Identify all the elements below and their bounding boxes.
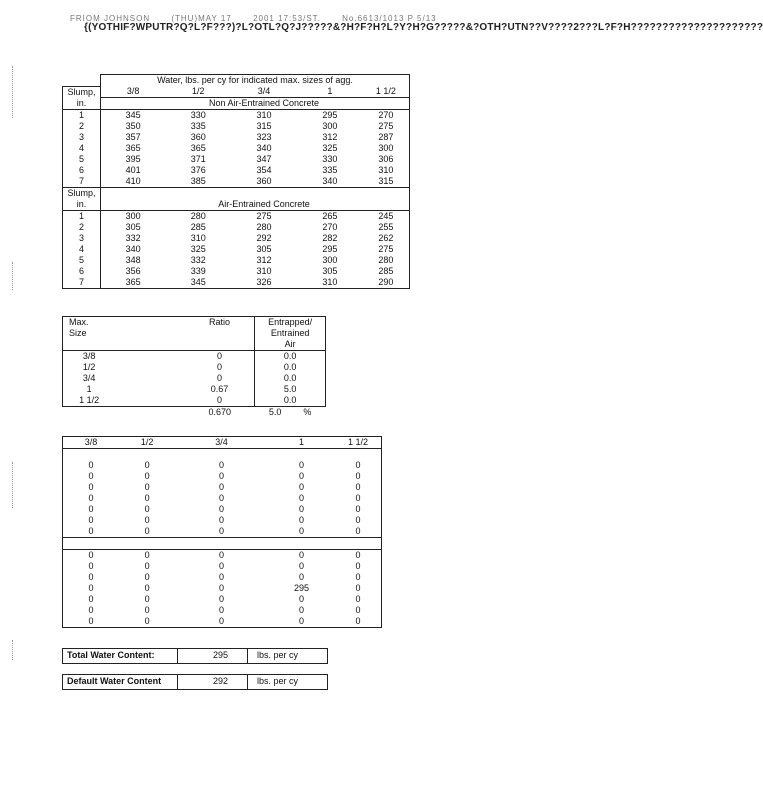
air-header: Entrained — [255, 328, 326, 339]
margin-mark — [12, 262, 14, 290]
table-row: 4 340 325 305 295 275 — [63, 244, 410, 255]
table-row: 0 0 0 0 0 — [63, 493, 382, 504]
margin-mark — [12, 640, 14, 660]
fax-header-date: (THU)MAY 17 — [171, 14, 232, 23]
table-row: 0 0 0 0 0 — [63, 460, 382, 471]
fax-header-time: 2001 17:53/ST. — [253, 14, 321, 23]
default-water-label: Default Water Content — [67, 676, 162, 686]
table-caption: Water, lbs. per cy for indicated max. sizes of agg. — [100, 75, 409, 87]
table-row: 3 357 360 323 312 287 — [63, 132, 410, 143]
size-header: 3/4 — [231, 86, 297, 98]
table-row: 0 0 0 0 0 — [63, 605, 382, 616]
size-header: 3/4 — [175, 437, 268, 449]
air-header: Air — [255, 339, 326, 351]
table-row: 0 0 0 0 0 — [63, 572, 382, 583]
table-row: 5 395 371 347 330 306 — [63, 154, 410, 165]
table-row: 1/2 0 0.0 — [63, 362, 326, 373]
table-row: 6 401 376 354 335 310 — [63, 165, 410, 176]
table-row: 1 300 280 275 265 245 — [63, 211, 410, 223]
fax-header-from: FRIOM JOHNSON — [70, 14, 151, 23]
table-row: 0 0 0 0 0 — [63, 471, 382, 482]
total-water-unit: lbs. per cy — [257, 650, 299, 660]
default-water-value: 292 — [213, 676, 229, 686]
table-row: 1 345 330 310 295 270 — [63, 110, 410, 122]
slump-header: Slump, — [63, 188, 101, 200]
table-row: 3/4 0 0.0 — [63, 373, 326, 384]
size-header: 1/2 — [119, 437, 175, 449]
table-row: 3/8 0 0.0 — [63, 351, 326, 363]
slump-header: Slump, — [63, 86, 101, 98]
table-row: 0 0 0 0 0 — [63, 616, 382, 628]
table-row: 0 0 0 0 0 — [63, 561, 382, 572]
total-water-value: 295 — [213, 650, 229, 660]
size-header: 1 — [268, 437, 335, 449]
slump-unit: in. — [63, 98, 101, 110]
table-row: 7 365 345 326 310 290 — [63, 277, 410, 289]
max-size-header: Size — [63, 328, 116, 339]
table-row: 1 1/2 0 0.0 — [63, 395, 326, 407]
water-requirement-table — [62, 74, 410, 289]
group-label-non-air: Non Air-Entrained Concrete — [165, 98, 362, 110]
table-row: 1 0.67 5.0 — [63, 384, 326, 395]
total-water-box — [62, 648, 328, 664]
size-header: 3/8 — [100, 86, 165, 98]
size-header: 1 1/2 — [363, 86, 410, 98]
table-row: 0 0 0 0 0 — [63, 526, 382, 538]
garbled-header: {(YOTHIF?WPUTR?Q?L?F???)?L?OTL?Q?J?????&?H?F?H?L?Y?H?G?????&?OTH?UTN??V????2???L?F?H????????????????????? — [84, 22, 763, 33]
table-row: 0 0 0 295 0 — [63, 583, 382, 594]
table-row: 7 410 385 360 340 315 — [63, 176, 410, 188]
total-air: 5.0 % — [268, 407, 312, 417]
size-header: 1/2 — [165, 86, 231, 98]
slump-unit: in. — [63, 199, 101, 211]
size-header: 3/8 — [63, 437, 120, 449]
total-water-label: Total Water Content: — [67, 650, 155, 660]
default-water-box — [62, 674, 328, 690]
table-row: 3 332 310 292 282 262 — [63, 233, 410, 244]
percent-sign: % — [303, 407, 312, 417]
table-row: 0 0 0 0 0 — [63, 504, 382, 515]
size-header: 1 1/2 — [335, 437, 381, 449]
table-row: 0 0 0 0 0 — [63, 594, 382, 605]
table-row: 6 356 339 310 305 285 — [63, 266, 410, 277]
max-size-header: Max. — [63, 317, 116, 329]
table-row: 0 0 0 0 0 — [63, 550, 382, 562]
table-row: 5 348 332 312 300 280 — [63, 255, 410, 266]
table-row: 4 365 365 340 325 300 — [63, 143, 410, 154]
size-header: 1 — [297, 86, 363, 98]
margin-mark — [12, 462, 14, 508]
group-label-air: Air-Entrained Concrete — [165, 199, 362, 211]
table-row: 0 0 0 0 0 — [63, 515, 382, 526]
air-header: Entrapped/ — [255, 317, 326, 329]
computed-water-table — [62, 436, 382, 628]
default-water-unit: lbs. per cy — [257, 676, 299, 686]
table-row: 0 0 0 0 0 — [63, 482, 382, 493]
margin-mark — [12, 66, 14, 118]
ratio-header: Ratio — [185, 317, 255, 329]
table-row: 2 305 285 280 270 255 — [63, 222, 410, 233]
fax-header-page: No.6613/1013 P 5/13 — [342, 14, 437, 23]
total-ratio: 0.670 — [208, 407, 232, 417]
table-row: 2 350 335 315 300 275 — [63, 121, 410, 132]
ratio-air-table — [62, 316, 326, 418]
